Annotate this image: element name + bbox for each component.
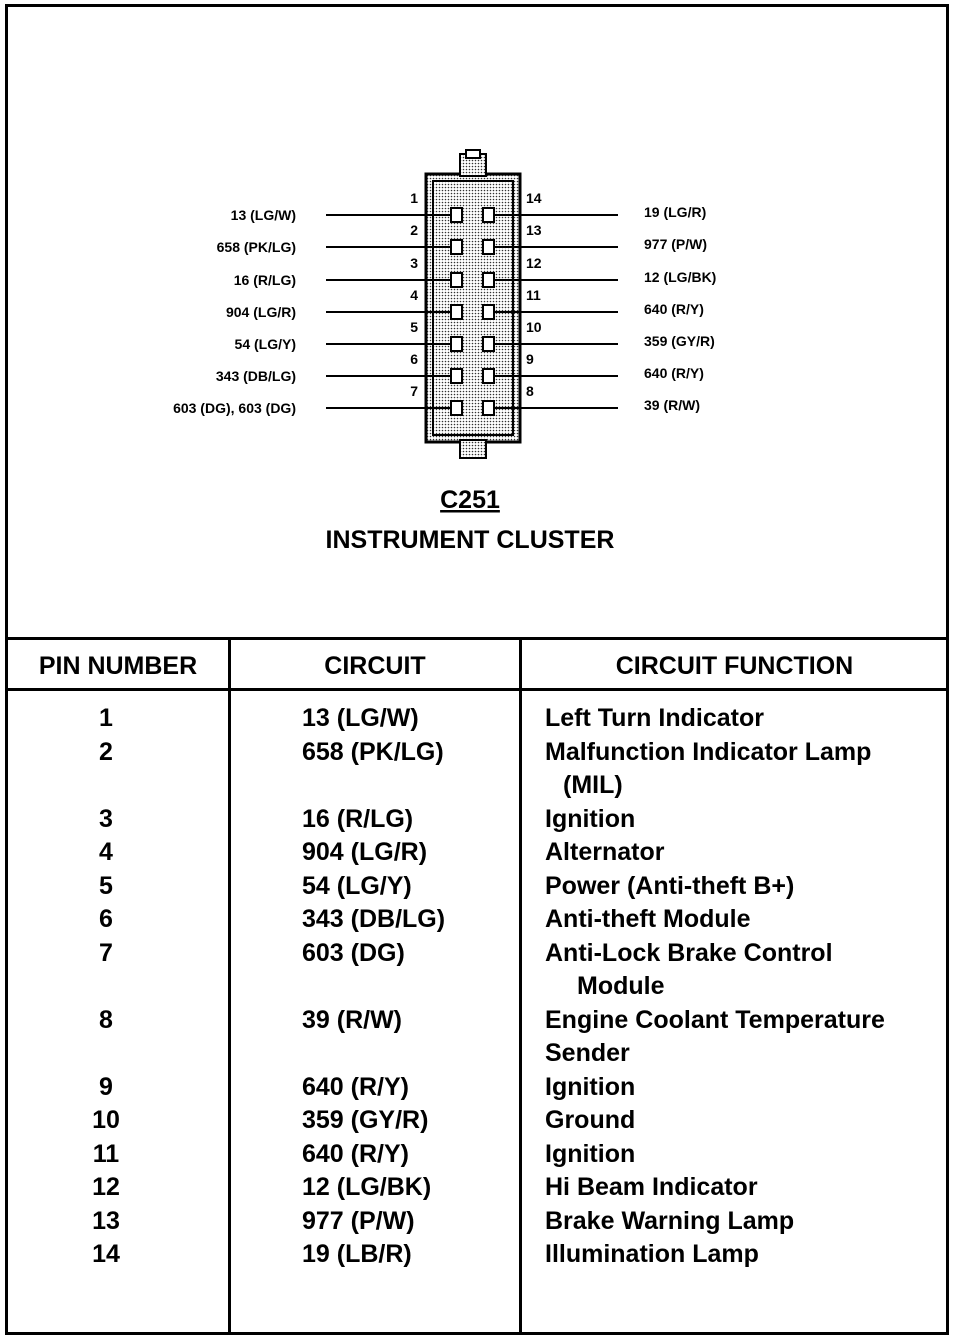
column-divider-1 [228, 640, 231, 1332]
wire-label: 603 (DG), 603 (DG) [173, 400, 296, 416]
pin-terminal [483, 337, 494, 351]
header-pin-number: PIN NUMBER [38, 652, 198, 680]
row-circuit: 39 (R/W) [302, 1005, 402, 1034]
row-pin-number: 8 [99, 1005, 113, 1034]
row-pin-number: 1 [99, 704, 113, 732]
function-continuation: (MIL) [563, 770, 623, 799]
column-divider-2 [519, 640, 522, 1332]
row-circuit-function [545, 1104, 945, 1137]
row-circuit-function [545, 937, 945, 1003]
row-circuit: 343 (DB/LG) [302, 905, 446, 933]
pin-terminal [451, 337, 462, 351]
row-circuit: 12 (LG/BK) [302, 1173, 432, 1201]
row-pin-number: 10 [92, 1106, 120, 1134]
row-circuit: 19 (LB/R) [302, 1240, 412, 1268]
connector-diagram [0, 0, 960, 640]
wire-label: 19 (LG/R) [644, 204, 707, 220]
row-circuit: 904 (LG/R) [302, 838, 428, 866]
pin-terminal [451, 273, 462, 287]
pin-number: 7 [410, 383, 418, 399]
header-circuit-function: CIRCUIT FUNCTION [615, 652, 854, 680]
row-circuit: 54 (LG/Y) [302, 871, 412, 900]
row-circuit: 603 (DG) [302, 938, 405, 967]
pin-terminal [451, 305, 462, 319]
connector-bottom-latch [460, 440, 486, 458]
pin-terminal [451, 401, 462, 415]
row-circuit-function [545, 836, 945, 869]
pin-number: 11 [526, 287, 541, 303]
row-circuit: 640 (R/Y) [302, 1139, 409, 1168]
row-circuit-function [545, 1205, 945, 1238]
function-text: Left Turn Indicator [545, 704, 764, 732]
row-circuit: 13 (LG/W) [302, 704, 419, 732]
row-circuit: 640 (R/Y) [302, 1072, 409, 1101]
row-pin-number: 13 [92, 1206, 120, 1235]
pin-terminal [451, 369, 462, 383]
function-text: Anti-theft Module [545, 905, 751, 933]
row-pin-number: 5 [99, 871, 113, 900]
row-circuit-function [545, 1138, 945, 1171]
function-text: Power (Anti-theft B+) [545, 871, 795, 900]
pin-terminal [483, 240, 494, 254]
wire-label: 640 (R/Y) [644, 365, 704, 381]
function-text: Anti-Lock Brake Control [545, 938, 833, 967]
row-circuit: 359 (GY/R) [302, 1106, 429, 1134]
header-circuit: CIRCUIT [324, 652, 426, 680]
connector-code: C251 [440, 486, 500, 514]
row-circuit-function [545, 702, 945, 735]
function-text: Ignition [545, 1139, 636, 1168]
function-text: Alternator [545, 838, 665, 866]
function-text: Malfunction Indicator Lamp [545, 737, 872, 766]
row-circuit: 16 (R/LG) [302, 804, 414, 833]
row-pin-number: 9 [99, 1072, 113, 1101]
function-text: Ground [545, 1106, 636, 1134]
wire-label: 13 (LG/W) [230, 207, 296, 223]
pin-number: 12 [526, 255, 542, 271]
pin-number: 1 [410, 190, 418, 206]
pin-number: 10 [526, 319, 542, 335]
pin-number: 9 [526, 351, 534, 367]
row-circuit-function [545, 736, 945, 802]
wire-label: 904 (LG/R) [225, 304, 296, 320]
wire-label: 54 (LG/Y) [234, 336, 296, 352]
row-pin-number: 6 [99, 905, 113, 933]
wire-label: 977 (P/W) [644, 236, 708, 252]
pin-terminal [483, 273, 494, 287]
wire-label: 343 (DB/LG) [215, 368, 296, 384]
wire-label: 39 (R/W) [644, 397, 700, 413]
pin-terminal [483, 369, 494, 383]
row-circuit-function [545, 1071, 945, 1104]
pin-number: 2 [410, 222, 418, 238]
function-text: Ignition [545, 804, 636, 833]
wire-label: 359 (GY/R) [644, 333, 715, 349]
wire-label: 12 (LG/BK) [644, 269, 717, 285]
function-continuation: Sender [545, 1038, 630, 1067]
pin-number: 14 [526, 190, 542, 206]
function-continuation: Module [577, 971, 665, 1000]
left-pin-7 [173, 383, 462, 416]
row-pin-number: 7 [99, 938, 113, 967]
pin-number: 5 [410, 319, 418, 335]
row-pin-number: 14 [92, 1240, 120, 1268]
row-circuit: 658 (PK/LG) [302, 737, 444, 766]
row-circuit-function [545, 1171, 945, 1204]
pin-terminal [483, 208, 494, 222]
row-pin-number: 2 [99, 737, 113, 766]
row-pin-number: 12 [92, 1173, 120, 1201]
pin-number: 3 [410, 255, 418, 271]
pin-number: 13 [526, 222, 542, 238]
pin-terminal [483, 401, 494, 415]
row-circuit: 977 (P/W) [302, 1206, 415, 1235]
function-text: Ignition [545, 1072, 636, 1101]
row-pin-number: 4 [99, 838, 113, 866]
row-circuit-function [545, 870, 945, 903]
function-text: Engine Coolant Temperature [545, 1005, 885, 1034]
pin-terminal [451, 240, 462, 254]
wire-label: 16 (R/LG) [233, 272, 296, 288]
wire-label: 640 (R/Y) [644, 301, 704, 317]
pin-number: 6 [410, 351, 418, 367]
pin-terminal [451, 208, 462, 222]
row-pin-number: 3 [99, 804, 113, 833]
connector-name: INSTRUMENT CLUSTER [325, 526, 615, 554]
wire-label: 658 (PK/LG) [216, 239, 296, 255]
pin-number: 4 [410, 287, 418, 303]
function-text: Brake Warning Lamp [545, 1206, 795, 1235]
row-circuit-function [545, 903, 945, 936]
row-circuit-function [545, 803, 945, 836]
row-pin-number: 11 [92, 1139, 120, 1168]
row-circuit-function [545, 1004, 945, 1070]
pin-terminal [483, 305, 494, 319]
function-text: Illumination Lamp [545, 1240, 759, 1268]
function-text: Hi Beam Indicator [545, 1173, 758, 1201]
row-circuit-function [545, 1238, 945, 1271]
pin-number: 8 [526, 383, 534, 399]
